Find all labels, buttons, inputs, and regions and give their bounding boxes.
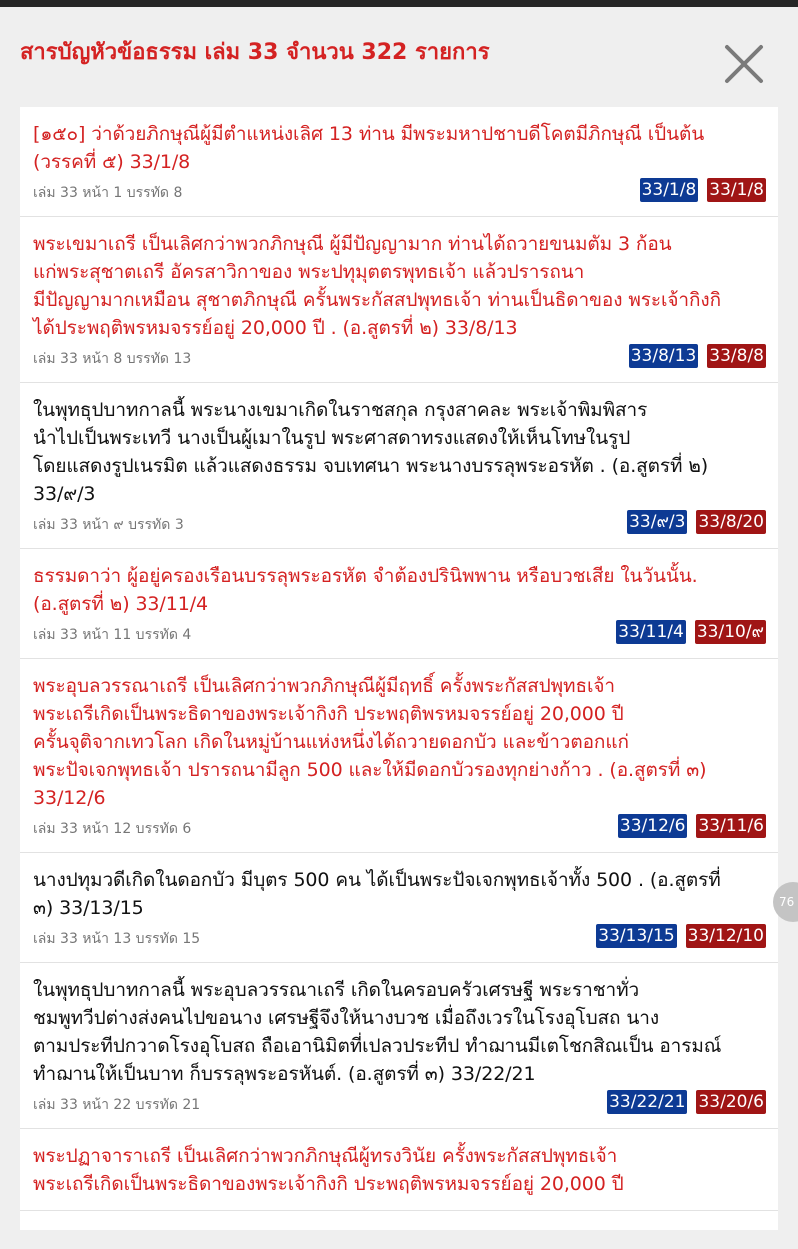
reference-badge-red[interactable]: 33/8/20 <box>698 512 764 532</box>
item-meta: เล่ม 33 หน้า 22 บรรทัด 21 <box>33 1097 201 1113</box>
item-meta: เล่ม 33 หน้า 1 บรรทัด 8 <box>33 185 183 201</box>
list-item[interactable] <box>20 853 778 963</box>
reference-badge-red[interactable]: 33/11/6 <box>698 816 764 836</box>
item-text: พระเขมาเถรี เป็นเลิศกว่าพวกภิกษุณี ผู้มีปัญญามาก ท่านได้ถวายขนมตัม 3 ก้อน แก่พระสุชาตเถรี อัครสาวิกาของ พระปทุมุตตรพุทธเจ้า แล้วปรารถนา มีปัญญามากเหมือน สุชาตภิกษุณี ครั้นพระกัสสปพุทธเจ้า ท่านเป็นธิดาของ พระเจ้ากิงกิ ได้ประพฤติพรหมจรรย์อยู่ 20,000 ปี . (อ.สูตรที่ ๒) 33/8/13 <box>33 233 721 339</box>
list-item[interactable] <box>20 1129 778 1211</box>
scroll-position-indicator[interactable]: 76 <box>773 882 798 922</box>
list-item[interactable] <box>20 107 778 217</box>
reference-badge-blue[interactable]: 33/8/13 <box>630 346 697 366</box>
close-icon[interactable] <box>722 42 766 86</box>
reference-badge-red[interactable]: 33/8/8 <box>709 346 764 366</box>
item-meta: เล่ม 33 หน้า 12 บรรทัด 6 <box>33 821 192 837</box>
list-item[interactable] <box>20 659 778 853</box>
list-item[interactable] <box>20 549 778 659</box>
reference-badge-red[interactable]: 33/12/10 <box>687 926 764 946</box>
item-text: พระปฏาจาราเถรี เป็นเลิศกว่าพวกภิกษุณีผู้ทรงวินัย ครั้งพระกัสสปพุทธเจ้า พระเถรีเกิดเป็นพระธิดาของพระเจ้ากิงกิ ประพฤติพรหมจรรย์อยู่ 20,000 ปี <box>33 1145 624 1195</box>
reference-badge-red[interactable]: 33/20/6 <box>698 1092 764 1112</box>
list-item[interactable] <box>20 383 778 549</box>
item-text: [๑๕๐] ว่าด้วยภิกษุณีผู้มีตำแหน่งเลิศ 13 ท่าน มีพระมหาปชาบดีโคตมีภิกษุณี เป็นต้น (วรรคที่ ๕) 33/1/8 <box>33 123 705 173</box>
reference-badge-blue[interactable]: 33/13/15 <box>598 926 675 946</box>
dialog-title: สารบัญหัวข้อธรรม เล่ม 33 จำนวน 322 รายการ <box>20 40 490 65</box>
reference-badge-blue[interactable]: 33/11/4 <box>618 622 684 642</box>
item-text: ในพุทธุปบาทกาลนี้ พระอุบลวรรณาเถรี เกิดในครอบครัวเศรษฐี พระราชาทั่ว ชมพูทวีปต่างส่งคนไปขอนาง เศรษฐีจึงให้นางบวช เมื่อถึงเวรในโรงอุโบสถ นาง ตามประทีปกวาดโรงอุโบสถ ถือเอานิมิตที่เปลวประทีป ทำฌานมีเตโชกสิณเป็น อารมณ์ ทำฌานให้เป็นบาท ก็บรรลุพระอรหันต์. (อ.สูตรที่ ๓) 33/22/21 <box>33 979 722 1085</box>
reference-badge-red[interactable]: 33/10/๙ <box>696 622 764 642</box>
item-text: ธรรมดาว่า ผู้อยู่ครองเรือนบรรลุพระอรหัต จำต้องปรินิพพาน หรือบวชเสีย ในวันนั้น. (อ.สูตรที่ ๒) 33/11/4 <box>33 565 698 615</box>
item-meta: เล่ม 33 หน้า 11 บรรทัด 4 <box>33 627 192 643</box>
reference-badge-blue[interactable]: 33/12/6 <box>619 816 686 836</box>
reference-badge-blue[interactable]: 33/๙/3 <box>629 512 686 532</box>
reference-badge-blue[interactable]: 33/1/8 <box>641 180 697 200</box>
reference-badge-blue[interactable]: 33/22/21 <box>609 1092 686 1112</box>
item-meta: เล่ม 33 หน้า 8 บรรทัด 13 <box>33 351 192 367</box>
list-item[interactable] <box>20 963 778 1129</box>
dialog-header <box>0 7 798 105</box>
item-text: ในพุทธุปบาทกาลนี้ พระนางเขมาเกิดในราชสกุล กรุงสาคละ พระเจ้าพิมพิสาร นำไปเป็นพระเทวี นางเป็นผู้เมาในรูป พระศาสดาทรงแสดงให้เห็นโทษในรูป โดยแสดงรูปเนรมิต แล้วแสดงธรรม จบเทศนา พระนางบรรลุพระอรหัต . (อ.สูตรที่ ๒) 33/๙/3 <box>33 399 709 505</box>
reference-badge-red[interactable]: 33/1/8 <box>709 180 764 200</box>
list-item[interactable] <box>20 217 778 383</box>
status-bar <box>0 0 798 7</box>
item-meta: เล่ม 33 หน้า 13 บรรทัด 15 <box>33 931 201 947</box>
item-meta: เล่ม 33 หน้า ๙ บรรทัด 3 <box>33 517 184 533</box>
item-text: นางปทุมวดีเกิดในดอกบัว มีบุตร 500 คน ได้เป็นพระปัจเจกพุทธเจ้าทั้ง 500 . (อ.สูตรที่ ๓) 33/13/15 <box>33 869 721 919</box>
topic-list[interactable] <box>20 107 778 1230</box>
item-text: พระอุบลวรรณาเถรี เป็นเลิศกว่าพวกภิกษุณีผู้มีฤทธิ์ ครั้งพระกัสสปพุทธเจ้า พระเถรีเกิดเป็นพระธิดาของพระเจ้ากิงกิ ประพฤติพรหมจรรย์อยู่ 20,000 ปี ครั้นจุติจากเทวโลก เกิดในหมู่บ้านแห่งหนึ่งได้ถวายดอกบัว และข้าวตอกแก่ พระปัจเจกพุทธเจ้า ปรารถนามีลูก 500 และให้มีดอกบัวรองทุกย่างก้าว . (อ.สูตรที่ ๓) 33/12/6 <box>33 675 707 809</box>
